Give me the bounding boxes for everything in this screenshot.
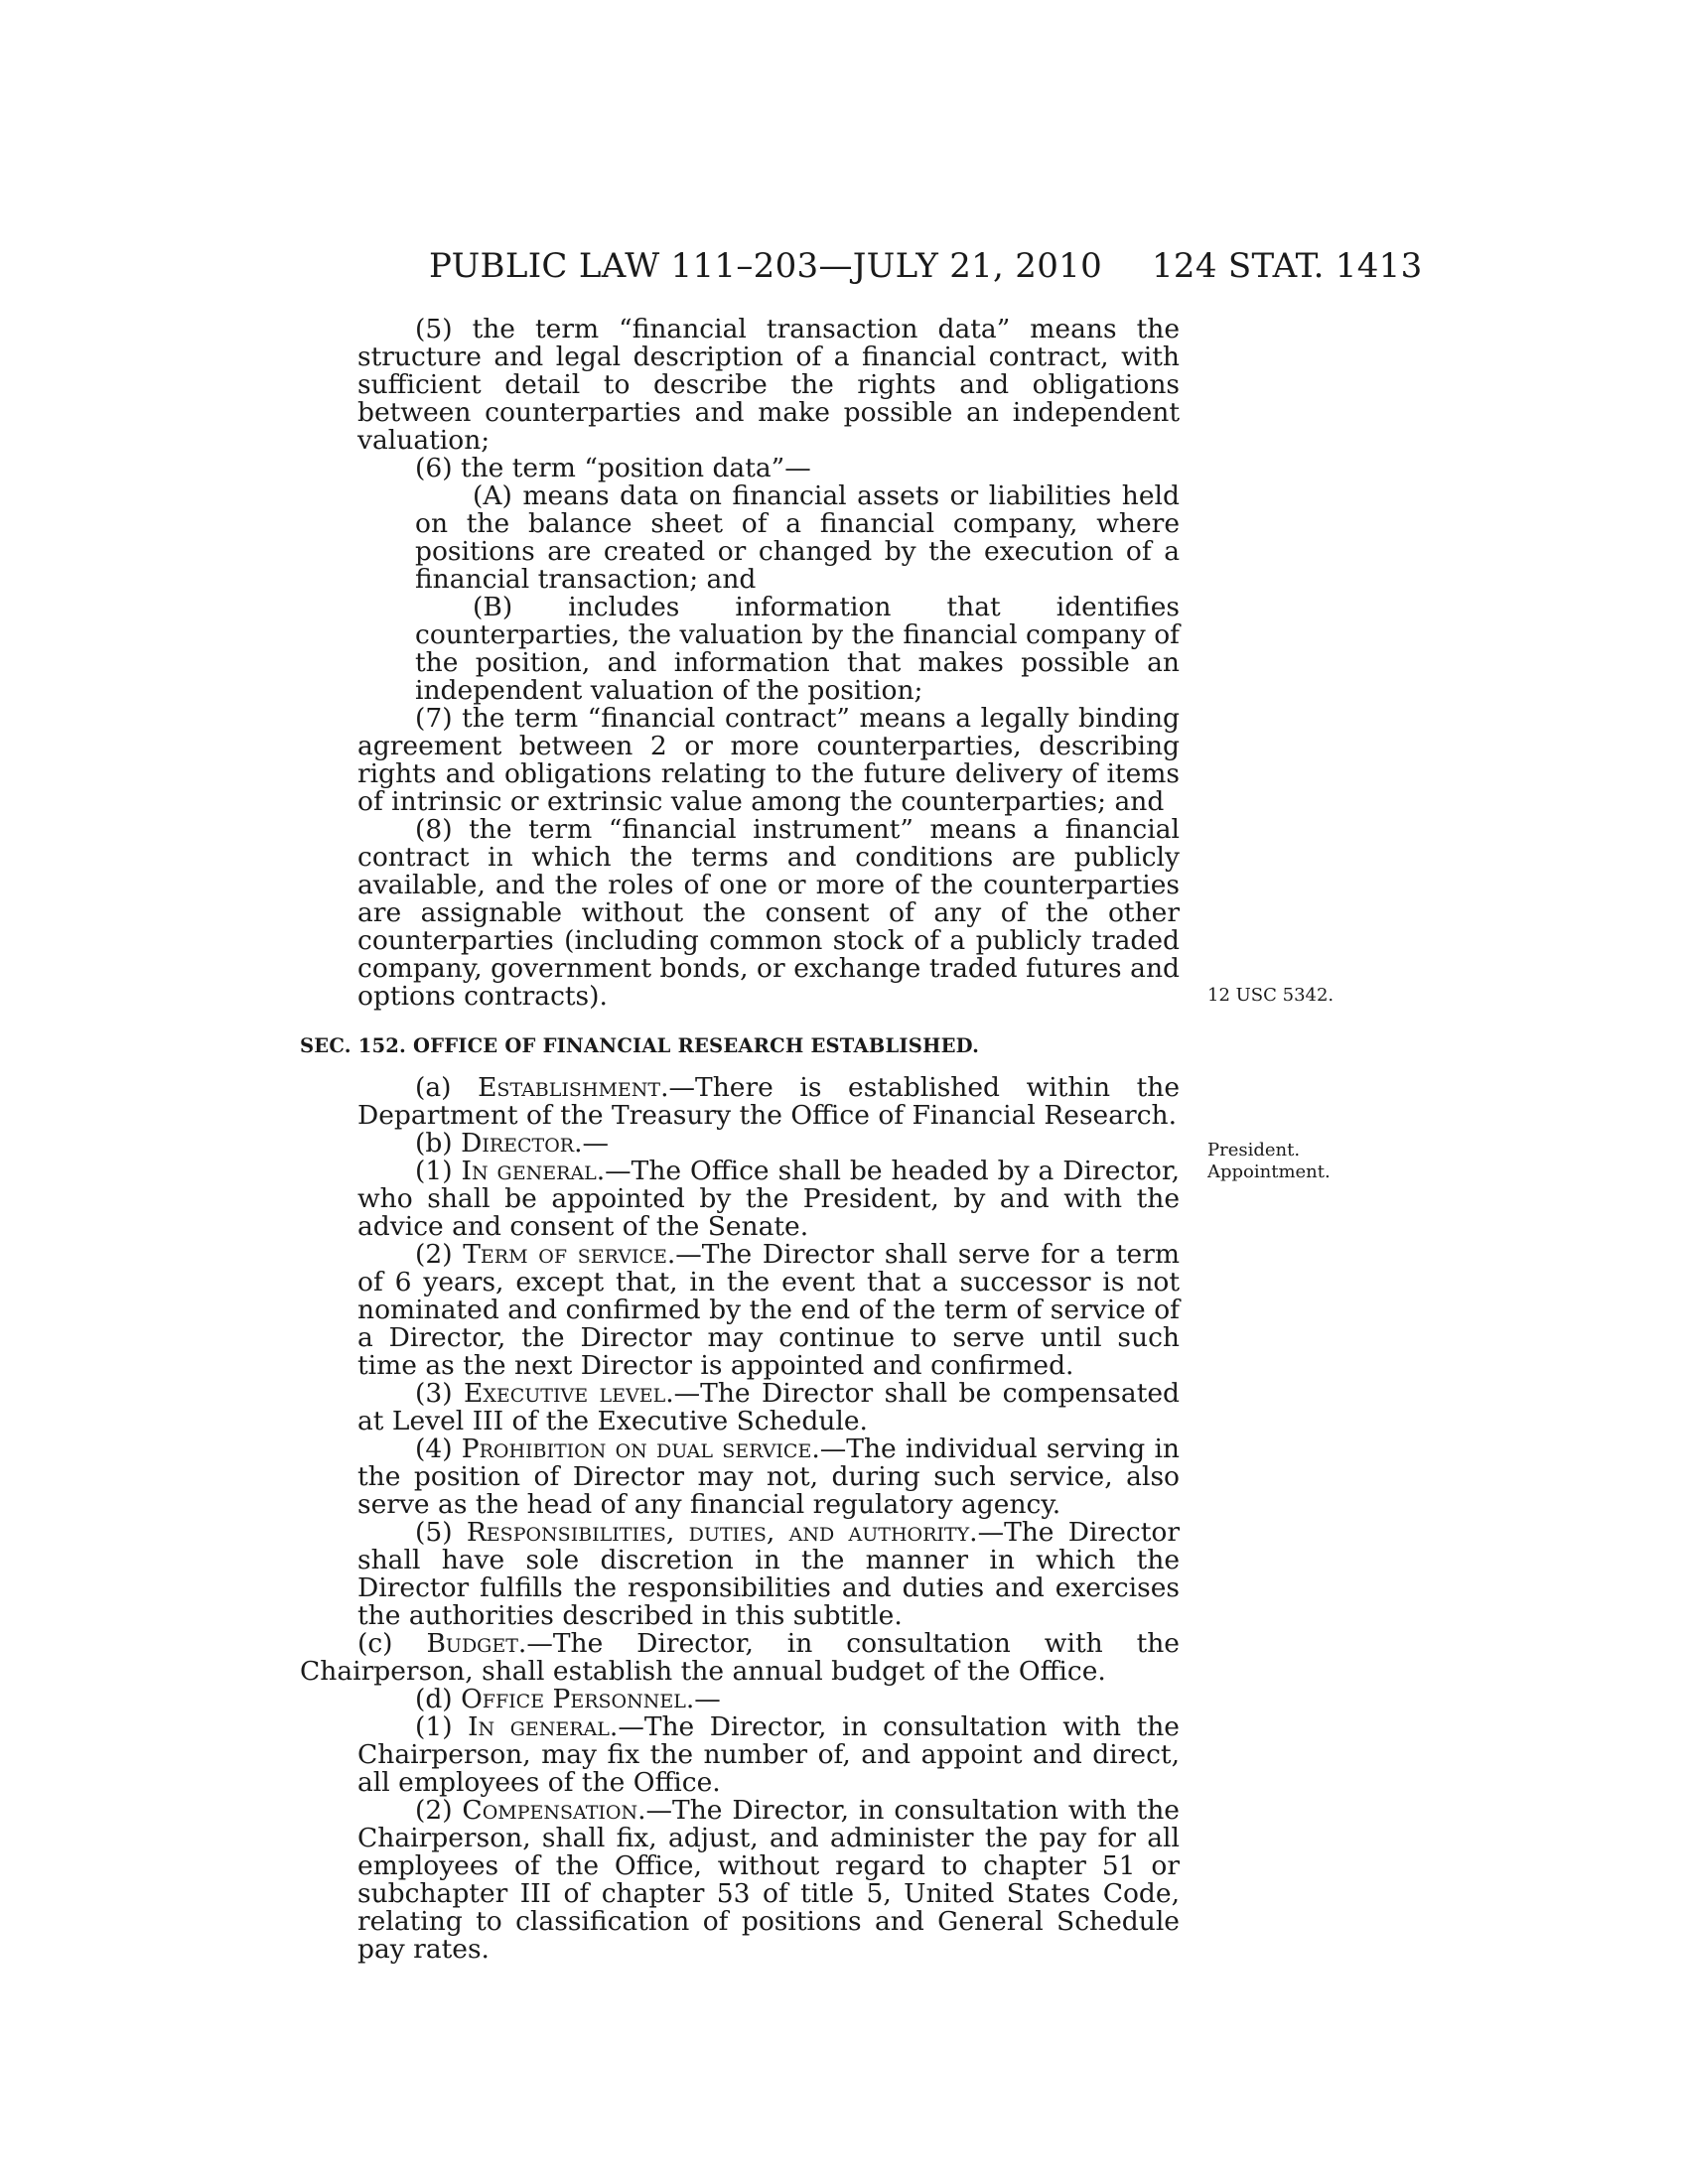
paragraph-6: (6) the term “position data”— — [415, 453, 811, 483]
subsection-c-number: (c) — [357, 1628, 427, 1659]
subsection-b-heading: Director — [461, 1128, 575, 1159]
paragraph-d-1 — [357, 1713, 1180, 1797]
paragraph-d-1-text: .—The Director, in consultation with the Chairperson, may fix the number of, and appoint and direct, all employees of the Office. — [357, 1711, 1180, 1798]
paragraph-b-3 — [357, 1380, 1180, 1435]
subsection-c — [300, 1630, 1180, 1686]
subsection-b-number: (b) — [415, 1128, 462, 1159]
header-law-title: PUBLIC LAW 111–203—JULY 21, 2010 — [429, 246, 1102, 286]
paragraph-b-5-text: .—The Director shall have sole discretion in the manner in which the Director fulfills the responsibilities and duties and exercises the authorities described in this subtitle. — [357, 1517, 1180, 1631]
paragraph-5: (5) the term “financial transaction data” means the structure and legal description of a financial contract, with sufficient detail to describe the rights and obligations between counterparties and make possible an independent valuation; — [357, 314, 1180, 456]
paragraph-b-1-heading: In general — [461, 1156, 597, 1186]
paragraph-d-2 — [357, 1797, 1180, 1964]
subsection-d — [357, 1686, 1180, 1713]
paragraph-b-2-number: (2) — [415, 1239, 464, 1270]
subsection-c-text: .—The Director, in consultation with the Chairperson, shall establish the annual budget of the Office. — [300, 1628, 1180, 1687]
paragraph-b-4 — [357, 1435, 1180, 1519]
paragraph-b-4-text: .—The individual serving in the position of Director may not, during such service, also serve as the head of any financial regulatory agency. — [357, 1433, 1180, 1520]
subsection-a-number: (a) — [415, 1072, 479, 1103]
subsection-b-text: .— — [574, 1128, 610, 1159]
margin-note-usc: 12 USC 5342. — [1207, 985, 1335, 1006]
subsection-c-heading: Budget — [426, 1628, 518, 1659]
paragraph-8: (8) the term “financial instrument” means a financial contract in which the terms and conditions are publicly available, and the roles of one or more of the counterparties are assignable without the consent of any of the other counterparties (including common stock of a publicly traded company, government bonds, or exchange traded futures and options contracts). — [357, 814, 1180, 1012]
paragraph-b-2 — [357, 1241, 1180, 1380]
subsection-d-text: .— — [685, 1684, 721, 1714]
paragraph-b-3-heading: Executive level — [464, 1378, 666, 1409]
paragraph-b-3-text: .—The Director shall be compensated at Level III of the Executive Schedule. — [357, 1378, 1180, 1436]
subsection-d-heading: Office Personnel — [461, 1684, 686, 1714]
section-heading: SEC. 152. OFFICE OF FINANCIAL RESEARCH ESTABLISHED. — [300, 1034, 980, 1057]
paragraph-d-1-heading: In general — [468, 1711, 610, 1742]
paragraph-b-1-number: (1) — [415, 1156, 462, 1186]
paragraph-b-5-heading: Responsibilities, duties, and authority — [466, 1517, 970, 1548]
paragraph-6-B: (B) includes information that identifies counterparties, the valuation by the financial company of the position, and information that makes possible an independent valuation of the position; — [415, 592, 1180, 706]
paragraph-b-3-number: (3) — [415, 1378, 464, 1409]
paragraph-d-2-text: .—The Director, in consultation with the Chairperson, shall fix, adjust, and administer the pay for all employees of the Office, without regard to chapter 51 or subchapter III of chapter 53 of title 5, United States Code, relating to classification of positions and General Schedule pay rates. — [357, 1795, 1180, 1965]
paragraph-b-5-number: (5) — [415, 1517, 467, 1548]
paragraph-d-2-heading: Compensation — [462, 1795, 638, 1826]
paragraph-d-1-number: (1) — [415, 1711, 469, 1742]
paragraph-b-4-heading: Prohibition on dual service — [461, 1433, 812, 1464]
paragraph-6-A: (A) means data on financial assets or liabilities held on the balance sheet of a financial company, where positions are created or changed by the execution of a financial transaction; and — [415, 480, 1180, 595]
document-body — [300, 314, 1181, 1965]
margin-note-president: President. — [1207, 1140, 1301, 1160]
paragraph-b-1-text: .—The Office shall be headed by a Director, who shall be appointed by the President, by and with the advice and consent of the Senate. — [357, 1156, 1180, 1242]
paragraph-b-5 — [357, 1519, 1180, 1630]
subsection-a-heading: Establishment — [478, 1072, 661, 1103]
header-statute-page: 124 STAT. 1413 — [1152, 246, 1423, 286]
paragraph-b-2-heading: Term of service — [463, 1239, 667, 1270]
subsection-d-number: (d) — [415, 1684, 462, 1714]
paragraph-b-2-text: .—The Director shall serve for a term of 6 years, except that, in the event that a successor is not nominated and confirmed by the end of the term of service of a Director, the Director may continue to serve until such time as the next Director is appointed and confirmed. — [357, 1239, 1181, 1381]
paragraph-7: (7) the term “financial contract” means a legally binding agreement between 2 or more counterparties, describing rights and obligations relating to the future delivery of items of intrinsic or extrinsic value among the counterparties; and — [357, 703, 1180, 817]
margin-note-appointment: Appointment. — [1207, 1161, 1331, 1182]
subsection-a — [300, 1074, 1180, 1130]
paragraph-b-4-number: (4) — [415, 1433, 462, 1464]
paragraph-b-1 — [300, 1158, 1180, 1241]
subsection-b — [357, 1130, 1180, 1158]
paragraph-d-2-number: (2) — [415, 1795, 463, 1826]
subsection-a-text: .—There is established within the Department of the Treasury the Office of Financial Research. — [357, 1072, 1180, 1131]
